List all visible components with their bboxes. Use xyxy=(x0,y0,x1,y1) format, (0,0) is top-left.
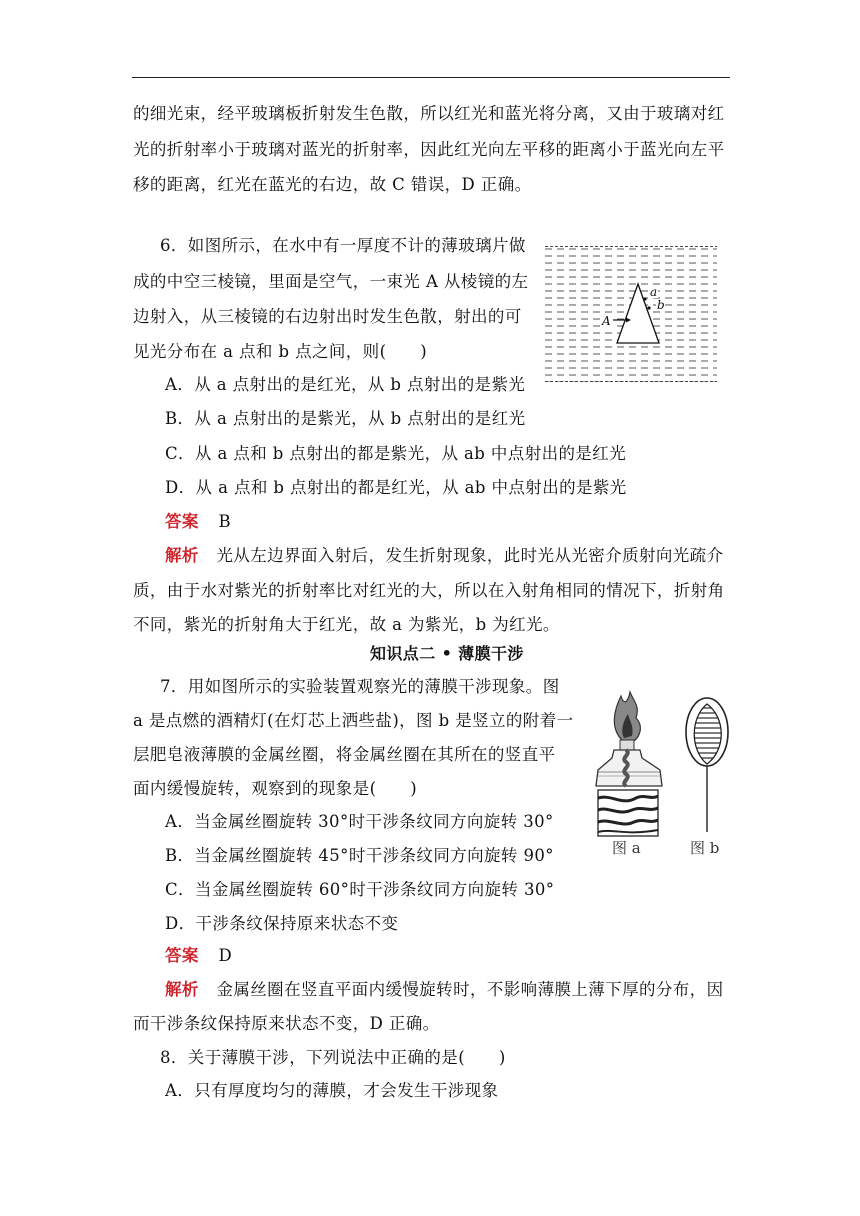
q6-option-a: A．从 a 点射出的是红光，从 b 点射出的是紫光 xyxy=(165,375,526,394)
fig-a-caption: 图 a xyxy=(612,839,641,857)
alcohol-lamp-figure xyxy=(588,690,670,840)
q8-stem: 8．关于薄膜干涉，下列说法中正确的是( ) xyxy=(160,1048,506,1067)
q6-analysis-line-2: 质，由于水对紫光的折射率比对红光的大，所以在入射角相同的情况下，折射角 xyxy=(133,581,725,600)
q6-answer xyxy=(165,512,231,532)
q7-analysis-line-1: 解析 金属丝圈在竖直平面内缓慢旋转时，不影响薄膜上薄下厚的分布，因 xyxy=(165,980,724,999)
prev-analysis-line-3: 移的距离，红光在蓝光的右边，故 C 错误，D 正确。 xyxy=(133,175,532,194)
q6-stem-line-2: 成的中空三棱镜，里面是空气，一束光 A 从棱镜的左 xyxy=(133,272,529,291)
prism-in-water-figure xyxy=(545,246,717,382)
prev-analysis-line-1: 的细光束，经平玻璃板折射发生色散，所以红光和蓝光将分离，又由于玻璃对红 xyxy=(133,104,725,123)
q6-stem-line-4: 见光分布在 a 点和 b 点之间，则( ) xyxy=(133,342,428,361)
q7-stem-line-3: 层肥皂液薄膜的金属丝圈，将金属丝圈在其所在的竖直平 xyxy=(133,745,556,764)
analysis-label: 解析 xyxy=(165,546,199,565)
section-title: 知识点二 • 薄膜干涉 xyxy=(370,644,524,663)
q7-answer xyxy=(165,946,232,966)
prev-analysis-line-2: 光的折射率小于玻璃对蓝光的折射率，因此红光向左平移的距离小于蓝光向左平 xyxy=(133,140,725,159)
analysis-label: 解析 xyxy=(165,980,199,999)
q7-analysis-line-2: 而干涉条纹保持原来状态不变，D 正确。 xyxy=(133,1014,440,1033)
q7-option-d: D．干涉条纹保持原来状态不变 xyxy=(165,914,399,933)
label-b: b xyxy=(657,298,665,312)
fig-b-caption: 图 b xyxy=(690,839,720,857)
answer-label: 答案 xyxy=(165,512,199,531)
q6-option-d: D．从 a 点和 b 点射出的都是红光，从 ab 中点射出的是紫光 xyxy=(165,478,627,497)
q6-analysis-line-3: 不同，紫光的折射角大于红光，故 a 为紫光，b 为红光。 xyxy=(133,615,560,634)
answer-value: D xyxy=(218,946,233,965)
q7-stem-line-1: 7．用如图所示的实验装置观察光的薄膜干涉现象。图 xyxy=(160,677,560,696)
header-rule xyxy=(132,77,730,78)
wire-loop-figure xyxy=(680,694,736,834)
q7-stem-line-2: a 是点燃的酒精灯(在灯芯上洒些盐)，图 b 是竖立的附着一 xyxy=(133,711,574,730)
q7-option-a: A．当金属丝圈旋转 30°时干涉条纹同方向旋转 30° xyxy=(165,812,554,831)
q6-stem-line-3: 边射入，从三棱镜的右边射出时发生色散，射出的可 xyxy=(133,307,522,326)
answer-value: B xyxy=(218,512,231,531)
q7-stem-line-4: 面内缓慢旋转，观察到的现象是( ) xyxy=(133,779,418,798)
q6-stem-line-1: 6．如图所示，在水中有一厚度不计的薄玻璃片做 xyxy=(160,236,526,255)
q7-option-b: B．当金属丝圈旋转 45°时干涉条纹同方向旋转 90° xyxy=(165,846,554,865)
answer-label: 答案 xyxy=(165,946,199,965)
q6-option-b: B．从 a 点射出的是紫光，从 b 点射出的是红光 xyxy=(165,409,526,428)
label-a: a xyxy=(650,285,658,299)
q6-analysis-line-1: 解析 光从左边界面入射后，发生折射现象，此时光从光密介质射向光疏介 xyxy=(165,546,724,565)
q6-option-c: C．从 a 点和 b 点射出的都是紫光，从 ab 中点射出的是红光 xyxy=(165,444,627,463)
q8-option-a: A．只有厚度均匀的薄膜，才会发生干涉现象 xyxy=(165,1081,499,1100)
label-A: A xyxy=(602,314,611,328)
q7-option-c: C．当金属丝圈旋转 60°时干涉条纹同方向旋转 30° xyxy=(165,880,555,899)
